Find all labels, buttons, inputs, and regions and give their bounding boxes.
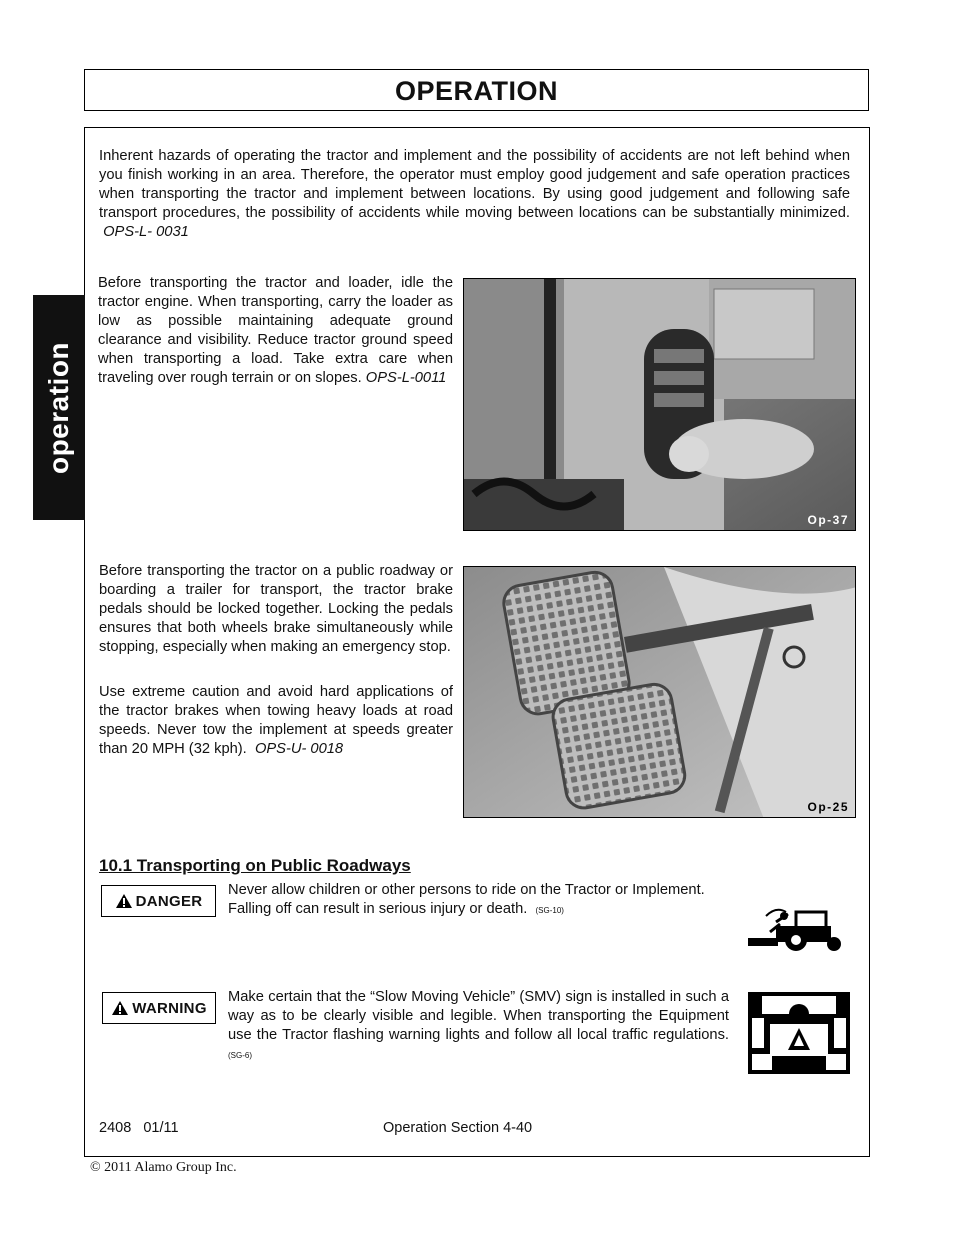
loader-photo-label: Op-37 bbox=[807, 513, 849, 527]
section-heading: 10.1 Transporting on Public Roadways bbox=[99, 856, 411, 875]
footer-doc-info bbox=[99, 1120, 179, 1136]
brake-text-1: Before transporting the tractor on a public roadway or boarding a trailer for transport, the tractor brake pedals should be locked together. Locking the pedals ensures that both wheels brake simultaneously while stopping, especially when making an emergency stop. bbox=[99, 563, 453, 655]
side-tab bbox=[33, 295, 85, 520]
loader-control-illustration bbox=[464, 279, 856, 531]
footer-doc-number: 2408 bbox=[99, 1120, 132, 1136]
warning-text: Make certain that the “Slow Moving Vehicle” (SMV) sign is installed in such a way as to be clearly visible and legible. When transporting the Equipment use the Tractor flashing warning lights and follow all local traffic regulations. bbox=[228, 989, 729, 1043]
warning-paragraph bbox=[228, 988, 729, 1065]
brake-pedals-photo bbox=[463, 566, 856, 818]
slow-moving-vehicle-icon bbox=[748, 992, 850, 1074]
danger-paragraph bbox=[228, 881, 738, 920]
intro-paragraph bbox=[99, 147, 850, 242]
brake-photo-label: Op-25 bbox=[807, 800, 849, 814]
tractor-rider-fall-icon bbox=[746, 906, 846, 954]
loader-ref: OPS-L-0011 bbox=[365, 370, 447, 386]
intro-text: Inherent hazards of operating the tractor and implement and the possibility of accidents are not left behind when you finish working in an area. Therefore, the operator must employ good judgement and safe operation practices when transporting the tractor and implement between locations. By using good judgement and following safe transport procedures, the possibility of accidents while moving between locations can be substantially minimized. bbox=[99, 148, 850, 221]
danger-sign bbox=[101, 885, 216, 917]
brake-text-2: Use extreme caution and avoid hard applications of the tractor brakes when towing heavy loads at road speeds. Never tow the implement at speeds greater than 20 MPH (32 kph). bbox=[99, 684, 453, 757]
page-header bbox=[84, 69, 869, 111]
brake-ref: OPS-U- 0018 bbox=[254, 741, 344, 757]
brake-paragraph-2 bbox=[99, 683, 453, 759]
loader-text: Before transporting the tractor and loader, idle the tractor engine. When transporting, carry the loader as low as possible maintaining adequate ground clearance and visibility. Reduce tractor ground speed when transporting a load. Take extra care when traveling over rough terrain or on slopes. bbox=[98, 275, 453, 386]
brake-pedals-illustration bbox=[464, 567, 856, 818]
warning-sign bbox=[102, 992, 216, 1024]
danger-label: DANGER bbox=[135, 892, 203, 910]
danger-text: Never allow children or other persons to ride on the Tractor or Implement. Falling off can result in serious injury or death. bbox=[228, 882, 705, 917]
brake-paragraph-1 bbox=[99, 562, 453, 657]
warning-ref: (SG-6) bbox=[228, 1051, 252, 1060]
warning-label: WARNING bbox=[132, 999, 207, 1017]
page-title: OPERATION bbox=[394, 76, 558, 106]
loader-control-photo bbox=[463, 278, 856, 531]
warning-triangle-icon bbox=[115, 893, 133, 909]
side-tab-label: operation bbox=[43, 341, 74, 474]
footer-section: Operation Section 4-40 bbox=[383, 1120, 533, 1136]
warning-triangle-icon bbox=[111, 1000, 129, 1016]
copyright: © 2011 Alamo Group Inc. bbox=[90, 1160, 237, 1175]
footer-date: 01/11 bbox=[143, 1120, 179, 1136]
danger-ref: (SG-10) bbox=[535, 906, 564, 915]
loader-paragraph bbox=[98, 274, 453, 388]
intro-ref: OPS-L- 0031 bbox=[103, 224, 189, 240]
